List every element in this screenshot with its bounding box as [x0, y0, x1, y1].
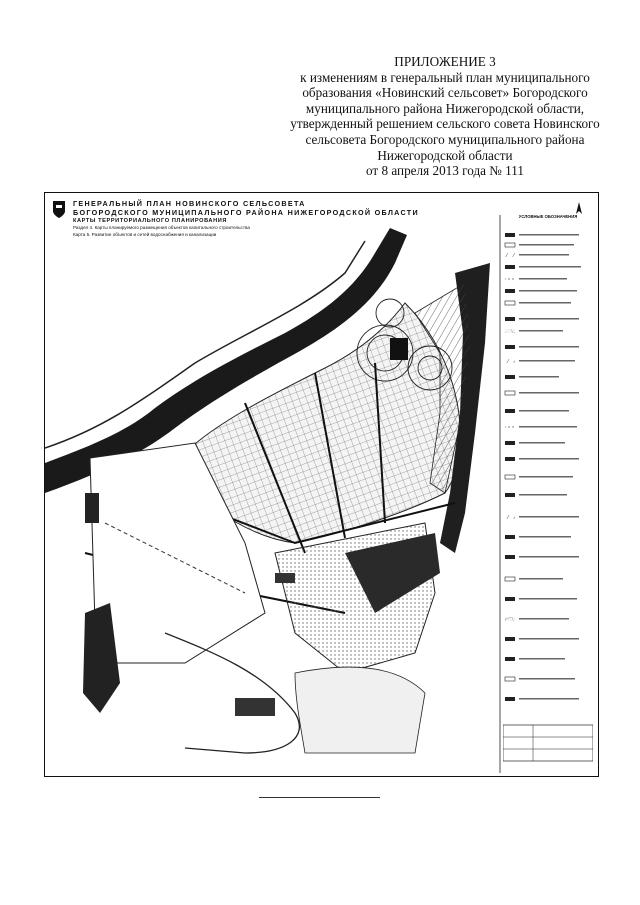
header-line: утвержденный решением сельского совета Новинского — [290, 116, 600, 132]
header-line: от 8 апреля 2013 года № 111 — [365, 163, 524, 179]
appendix-title: ПРИЛОЖЕНИЕ 3 — [394, 54, 496, 69]
lower-land — [295, 667, 425, 753]
legend-symbols — [503, 225, 593, 765]
header-line: к изменениям в генеральный план муниципального — [300, 69, 590, 85]
map-title-line-2: БОГОРОДСКОГО МУНИЦИПАЛЬНОГО РАЙОНА НИЖЕГОРОДСКОЙ ОБЛАСТИ — [73, 208, 419, 217]
header-line: сельсовета Богородского муниципального района — [305, 131, 585, 147]
small-object — [275, 573, 295, 583]
western-object — [85, 493, 99, 523]
dark-block — [390, 338, 408, 360]
header-line: образования «Новинский сельсовет» Богородского — [302, 85, 588, 101]
master-plan-map — [44, 192, 599, 777]
map-title-line-1: ГЕНЕРАЛЬНЫЙ ПЛАН НОВИНСКОГО СЕЛЬСОВЕТА — [73, 199, 306, 208]
map-legend — [503, 215, 593, 770]
map-title-block — [73, 199, 419, 238]
header-line: муниципального района Нижегородской области, — [305, 100, 585, 116]
small-object — [235, 698, 275, 716]
title-stamp — [503, 725, 593, 761]
map-subtitle: КАРТЫ ТЕРРИТОРИАЛЬНОГО ПЛАНИРОВАНИЯ — [73, 218, 227, 224]
map-name: Карта 5. Развитие объектов и сетей водоснабжения и канализации — [73, 231, 217, 237]
legend-title: УСЛОВНЫЕ ОБОЗНАЧЕНИЯ — [518, 214, 578, 219]
map-section: Раздел 4. Карты планируемого размещения объектов капитального строительства — [73, 225, 250, 230]
appendix-header — [270, 54, 620, 179]
header-line: Нижегородской области — [377, 147, 513, 163]
footer-divider — [259, 797, 380, 798]
coat-of-arms-icon — [51, 199, 67, 219]
